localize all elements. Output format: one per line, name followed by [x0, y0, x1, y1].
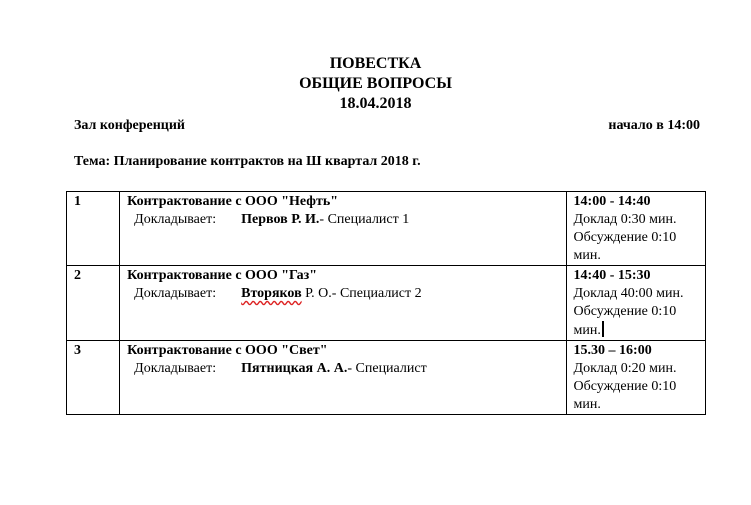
item-speaker [127, 360, 560, 378]
location: Зал конференций [74, 118, 185, 133]
start-time: начало в 14:00 [608, 118, 700, 133]
item-description[interactable] [120, 266, 566, 341]
discussion-duration: Обсуждение 0:10 мин. [573, 379, 677, 412]
text-cursor [602, 321, 604, 337]
item-speaker [127, 285, 560, 303]
item-description[interactable] [120, 192, 566, 266]
discussion-duration: Обсуждение 0:10 мин. [573, 304, 677, 338]
item-time[interactable] [566, 341, 705, 415]
title-line-2: ОБЩИЕ ВОПРОСЫ [299, 75, 452, 92]
item-title: Контрактование с ООО "Нефть" [127, 194, 338, 209]
title-line-1: ПОВЕСТКА [329, 55, 422, 72]
report-duration: Доклад 40:00 мин. [573, 286, 684, 301]
location-row [74, 117, 700, 135]
time-range: 14:00 - 14:40 [573, 194, 651, 209]
discussion-duration: Обсуждение 0:10 мин. [573, 230, 677, 263]
item-time[interactable] [566, 192, 705, 266]
speaker-surname: Вторяков [241, 286, 302, 301]
report-duration: Доклад 0:30 мин. [573, 212, 677, 227]
item-title: Контрактование с ООО "Свет" [127, 343, 328, 358]
discussion-wrapper [574, 303, 700, 340]
report-duration: Доклад 0:20 мин. [573, 361, 677, 376]
table-row [67, 192, 706, 266]
speaker-role: - Специалист 2 [331, 286, 422, 301]
item-number: 2 [67, 266, 120, 341]
table-row [67, 341, 706, 415]
table-row [67, 266, 706, 341]
item-title: Контрактование с ООО "Газ" [127, 268, 318, 283]
time-range: 14:40 - 15:30 [573, 268, 651, 283]
item-number: 1 [67, 192, 120, 266]
item-speaker [127, 211, 560, 229]
speaker-label: Докладывает: [134, 286, 217, 301]
speaker-role: - Специалист [347, 361, 427, 376]
item-description[interactable] [120, 341, 566, 415]
item-number: 3 [67, 341, 120, 415]
time-range: 15.30 – 16:00 [573, 343, 652, 358]
speaker-name: Пятницкая А. А. [241, 361, 348, 376]
agenda-table [66, 191, 706, 415]
item-time[interactable] [566, 266, 705, 341]
topic: Тема: Планирование контрактов на Ш квартал 2018 г. [74, 154, 421, 169]
speaker-label: Докладывает: [134, 212, 217, 227]
speaker-role: - Специалист 1 [319, 212, 410, 227]
agenda-date: 18.04.2018 [339, 95, 412, 112]
document-heading [0, 54, 751, 114]
speaker-initials: Р. О. [301, 286, 332, 301]
speaker-label: Докладывает: [134, 361, 217, 376]
speaker-name: Первов Р. И. [241, 212, 320, 227]
